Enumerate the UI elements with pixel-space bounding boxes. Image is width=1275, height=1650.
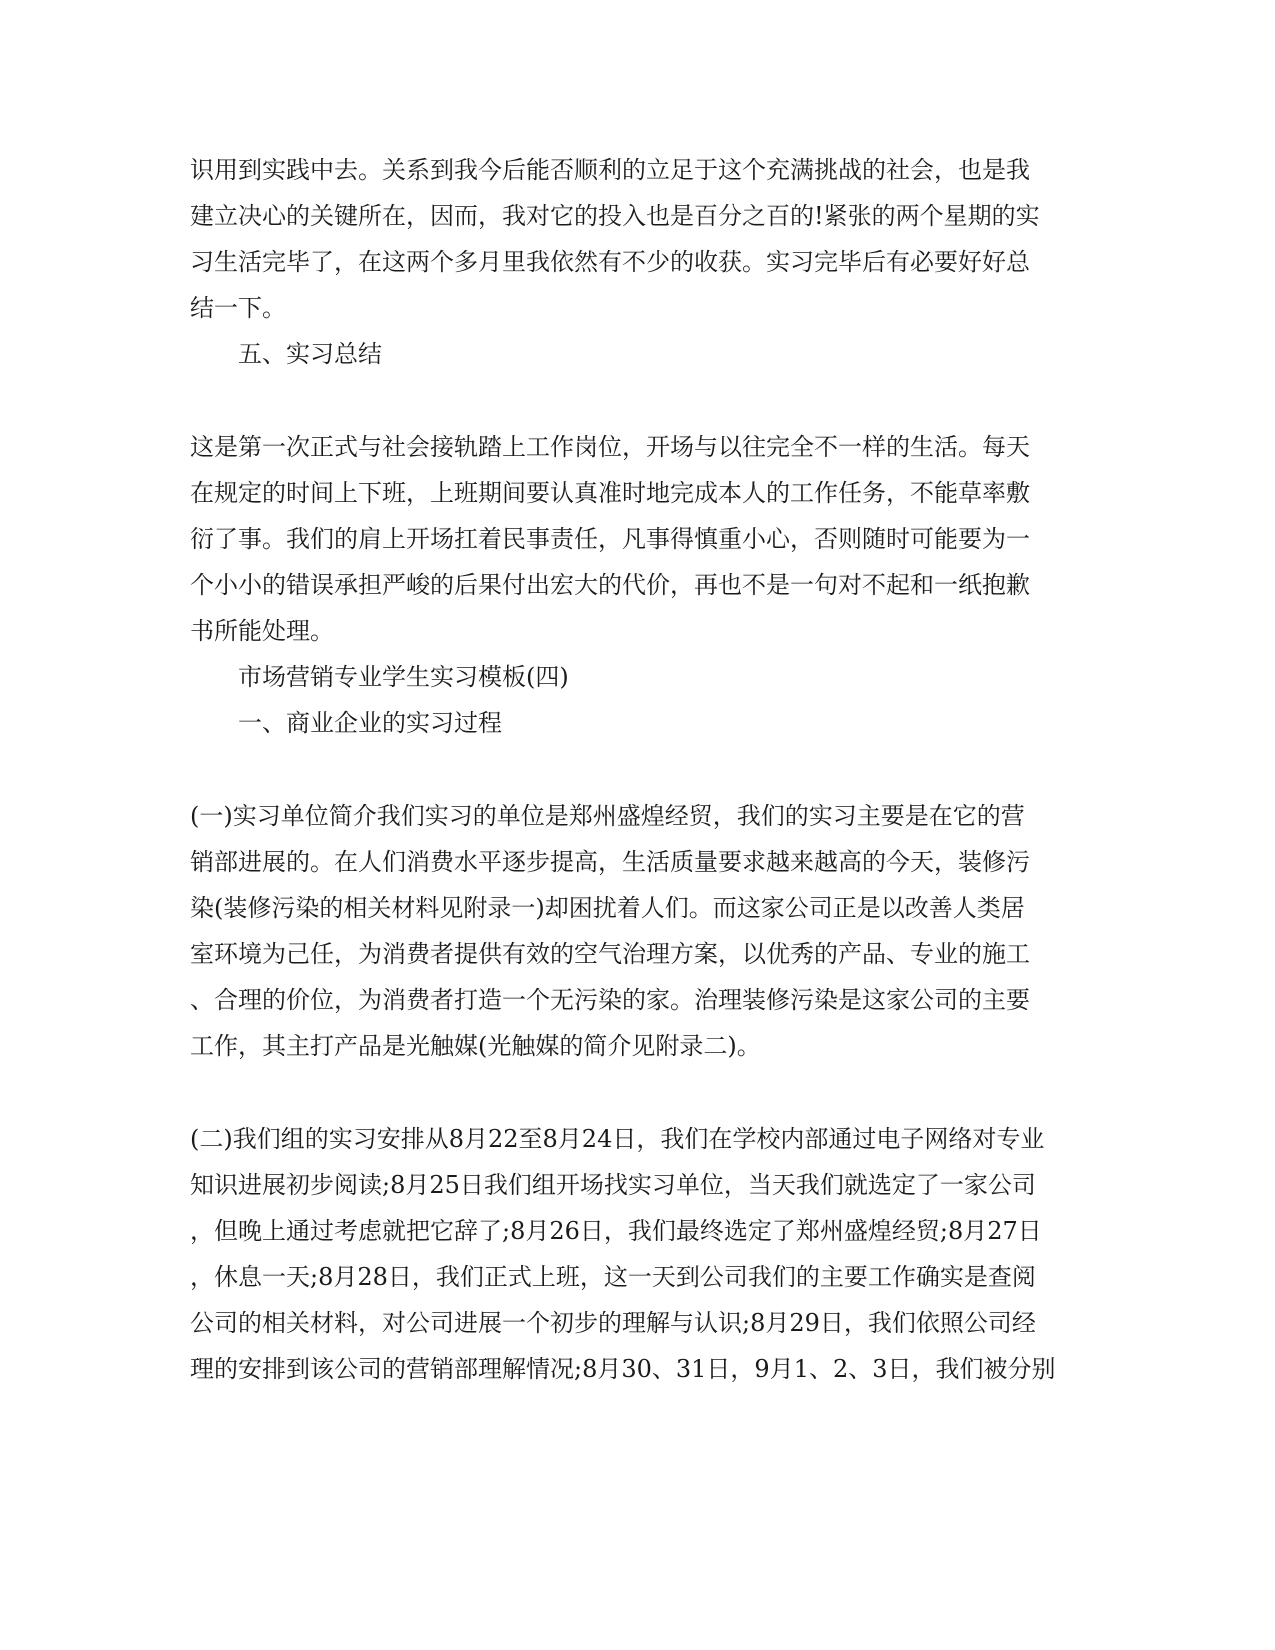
body-text-line: 工作，其主打产品是光触媒(光触媒的简介见附录二)。: [190, 1032, 761, 1060]
body-text-line: 室环境为己任，为消费者提供有效的空气治理方案，以优秀的产品、专业的施工: [190, 940, 1030, 968]
body-text-line: 这是第一次正式与社会接轨踏上工作岗位，开场与以往完全不一样的生活。每天: [190, 433, 1030, 461]
body-text-line: 在规定的时间上下班，上班期间要认真准时地完成本人的工作任务，不能草率敷: [190, 479, 1030, 507]
template-title: 市场营销专业学生实习模板(四): [238, 663, 569, 691]
body-text-line: (二)我们组的实习安排从8月22至8月24日，我们在学校内部通过电子网络对专业: [190, 1125, 1045, 1153]
body-text-line: 习生活完毕了，在这两个多月里我依然有不少的收获。实习完毕后有必要好好总: [190, 248, 1030, 276]
body-text-line: 衍了事。我们的肩上开场扛着民事责任，凡事得慎重小心，否则随时可能要为一: [190, 525, 1030, 553]
body-text-line: 建立决心的关键所在，因而，我对它的投入也是百分之百的!紧张的两个星期的实: [190, 202, 1040, 230]
body-text-line: 结一下。: [190, 294, 286, 322]
body-text-line: 销部进展的。在人们消费水平逐步提高，生活质量要求越来越高的今天，装修污: [190, 848, 1030, 876]
section-heading: 五、实习总结: [238, 340, 382, 368]
body-text-line: 公司的相关材料，对公司进展一个初步的理解与认识;8月29日，我们依照公司经: [190, 1309, 1036, 1337]
body-text-line: ，休息一天;8月28日，我们正式上班，这一天到公司我们的主要工作确实是查阅: [190, 1263, 1036, 1291]
body-text-line: ，但晚上通过考虑就把它辞了;8月26日，我们最终选定了郑州盛煌经贸;8月27日: [190, 1217, 1042, 1245]
body-text-line: 、合理的价位，为消费者打造一个无污染的家。治理装修污染是这家公司的主要: [190, 986, 1030, 1014]
body-text-line: 识用到实践中去。关系到我今后能否顺利的立足于这个充满挑战的社会，也是我: [190, 156, 1030, 184]
body-text-line: 知识进展初步阅读;8月25日我们组开场找实习单位，当天我们就选定了一家公司: [190, 1171, 1036, 1199]
body-text-line: 书所能处理。: [190, 617, 334, 645]
body-text-line: 染(装修污染的相关材料见附录一)却困扰着人们。而这家公司正是以改善人类居: [190, 894, 1025, 922]
body-text-line: 理的安排到该公司的营销部理解情况;8月30、31日，9月1、2、3日，我们被分别: [190, 1355, 1056, 1383]
section-heading: 一、商业企业的实习过程: [238, 709, 502, 737]
body-text-line: (一)实习单位简介我们实习的单位是郑州盛煌经贸，我们的实习主要是在它的营: [190, 802, 1025, 830]
body-text-line: 个小小的错误承担严峻的后果付出宏大的代价，再也不是一句对不起和一纸抱歉: [190, 571, 1030, 599]
